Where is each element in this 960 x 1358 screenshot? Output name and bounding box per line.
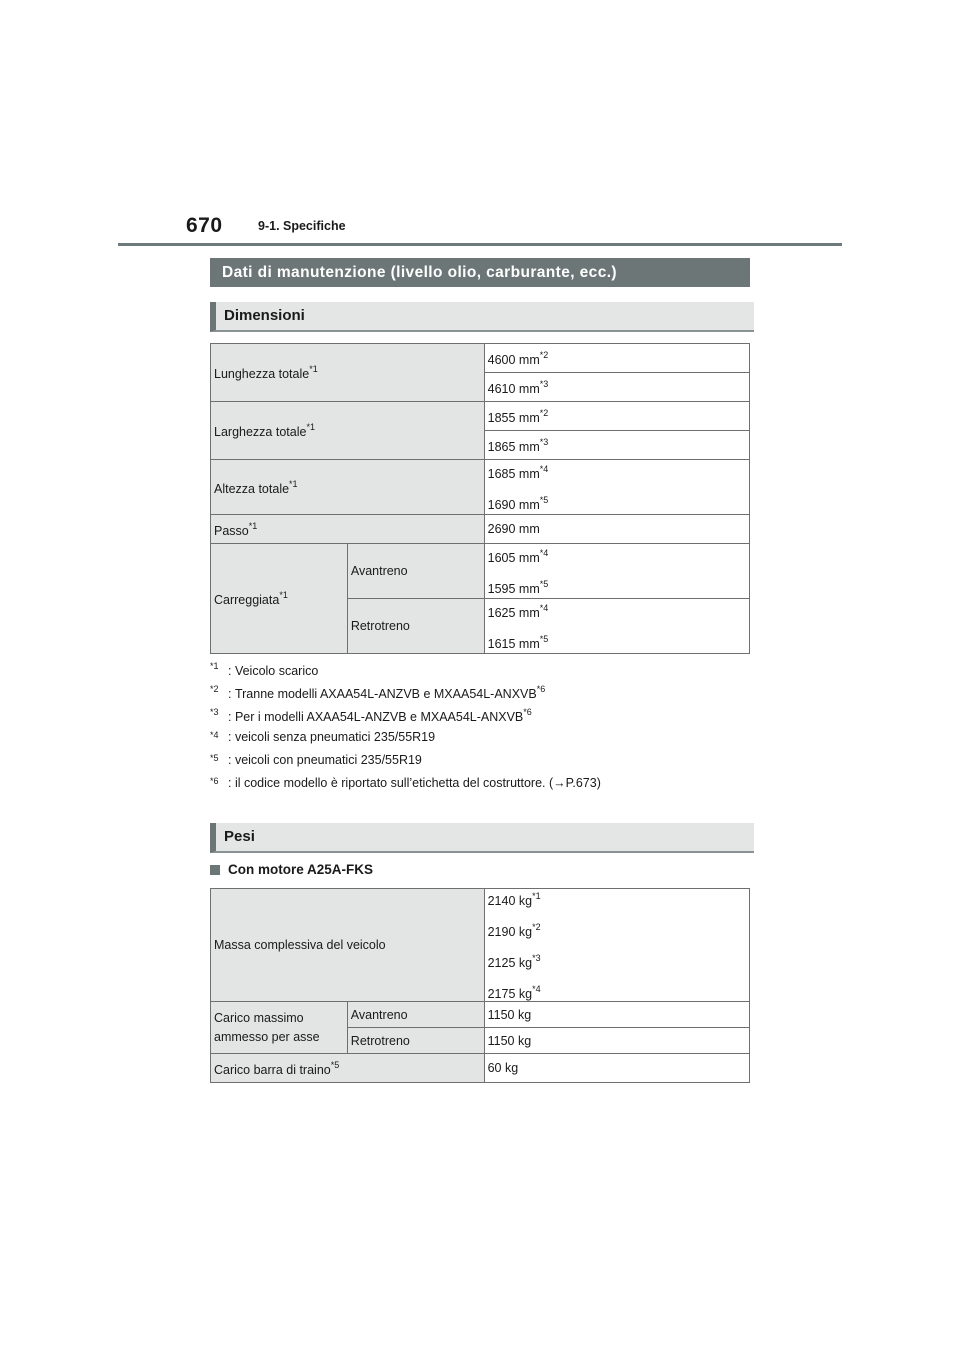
footnote: *4 : veicoli senza pneumatici 235/55R19 <box>210 730 436 744</box>
width-label: Larghezza totale$^{*1}$ <box>211 402 485 460</box>
track-front-label: Avantreno <box>347 544 484 599</box>
footnote: *2 : Tranne modelli AXAA54L-ANZVB e MXAA54L-ANXVB$^{*6}$ <box>210 684 546 701</box>
length-value-2: 4610 $mm^{*3}$ <box>484 373 749 402</box>
footnote: *1 : Veicolo scarico <box>210 661 319 678</box>
weights-heading: Pesi <box>210 823 754 853</box>
chapter-banner: Dati di manutenzione (livello olio, carburante, ecc.) <box>210 258 750 287</box>
axle-rear-label: Retrotreno <box>347 1028 484 1054</box>
wheelbase-value: 2690 mm <box>484 515 749 544</box>
header-divider <box>118 243 842 246</box>
gross-mass-label: Massa complessiva del veicolo <box>211 889 485 1002</box>
towbar-load-label: Carico barra di traino$^{*5}$ <box>211 1054 485 1083</box>
axle-front-label: Avantreno <box>347 1002 484 1028</box>
dimensions-table <box>210 343 750 654</box>
section-title: 9-1. Specifiche <box>258 219 346 233</box>
dimensions-heading: Dimensioni <box>210 302 754 332</box>
footnote: *3 : Per i modelli AXAA54L-ANZVB e MXAA54L-ANXVB$^{*6}$ <box>210 707 532 724</box>
square-bullet-icon <box>210 865 220 875</box>
footnote: *6 : il codice modello è riportato sull’etichetta del costruttore. (→P.673) <box>210 776 601 790</box>
height-label: Altezza totale$^{*1}$ <box>211 460 485 515</box>
engine-subheading: Con motore A25A-FKS <box>210 862 373 877</box>
track-rear-values: 1625 $mm^{*4}$ 1615 $mm^{*5}$ <box>484 599 749 654</box>
gross-mass-values: 2140 $kg^{*1}$ 2190 $kg^{*2}$ 2125 $kg^{*3}$ 2175 $kg^{*4}$ <box>484 889 749 1002</box>
wheelbase-label: Passo$^{*1}$ <box>211 515 485 544</box>
footnote: *5 : veicoli con pneumatici 235/55R19 <box>210 753 422 767</box>
dimension-footnotes <box>210 661 601 799</box>
width-value-1: 1855 $mm^{*2}$ <box>484 402 749 431</box>
width-value-2: 1865 $mm^{*3}$ <box>484 431 749 460</box>
weights-table <box>210 888 750 1083</box>
page-number: 670 <box>186 214 223 237</box>
track-rear-label: Retrotreno <box>347 599 484 654</box>
length-value-1: 4600 $mm^{*2}$ <box>484 344 749 373</box>
axle-load-label: Carico massimo ammesso per asse <box>211 1002 348 1054</box>
length-label: Lunghezza totale$^{*1}$ <box>211 344 485 402</box>
track-front-values: 1605 $mm^{*4}$ 1595 $mm^{*5}$ <box>484 544 749 599</box>
towbar-load-value: 60 kg <box>484 1054 749 1083</box>
axle-front-value: 1150 kg <box>484 1002 749 1028</box>
axle-rear-value: 1150 kg <box>484 1028 749 1054</box>
height-values: 1685 $mm^{*4}$ 1690 $mm^{*5}$ <box>484 460 749 515</box>
track-label: Carreggiata$^{*1}$ <box>211 544 348 654</box>
